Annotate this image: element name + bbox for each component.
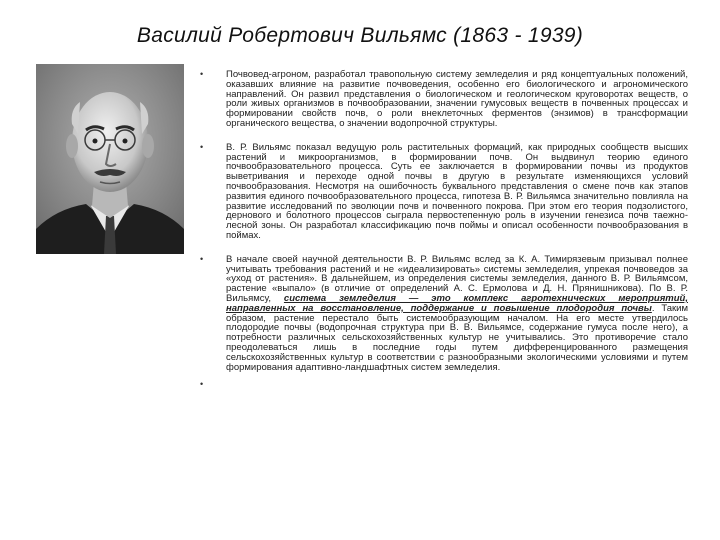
bullet-item (198, 143, 688, 241)
bullet-glyph: • (200, 379, 204, 390)
bullet-glyph: • (200, 253, 204, 264)
bullet-glyph: • (200, 69, 204, 79)
bullet-item (198, 255, 688, 373)
bullet-text: Почвовед-агроном, разработал травопольную систему земледелия и ряд концептуальных положений, оказавших влияние на развитие почвоведения, особенно его биологического и агрономического направлений. Он развил представления о биологическом и геологическом круговоротах веществ, о роли живых организмов в почвообразовании, значении гумусовых веществ в почвенных процессах и формировании свойств почв, о роли внеклеточных ферментов (энзимов) в трансформации органического вещества, о значении водопрочной структуры. (226, 69, 688, 129)
bullet-list (198, 70, 688, 390)
portrait-photo (36, 64, 184, 254)
bullet-text-part: В начале своей научной деятельности В. Р. Вильямс вслед за К. А. Тимирязевым призывал полнее учитывать требования растений и не «идеализировать» системы земледелия, упрекая почвоведов за «уход от растения». В дальнейшем, из определения системы земледелия, данного В. Р. Вильямсом, растение «выпало» (в отличие от определений А. С. Ермолова и Д. Н. Прянишникова). По В. Р. Вильямсу, (226, 253, 688, 304)
bullet-item-empty (198, 380, 688, 390)
bullet-item (198, 70, 688, 129)
bullet-glyph: • (200, 141, 204, 152)
slide-title: Василий Робертович Вильямс (1863 - 1939) (136, 24, 584, 47)
bullet-text-emphasis: система земледелия — это комплекс агротехнических мероприятий, направленных на восстановление, поддержание и повышение плодородия почвы (226, 292, 688, 314)
portrait-image (36, 64, 184, 254)
bullet-text: В. Р. Вильямс показал ведущую роль растительных формаций, как природных сообществ высших растений и микроорганизмов, в формировании почв. Он выдвинул теорию единого почвообразовательного процесса. Суть ее заключается в формировании почвы из продуктов выветривания и переходе одной почвы в другую в результате изменяющихся условий почвообразования. Несмотря на ошибочность буквального представления о смене почв как этапов развития единого почвообразовательного процесса, гипотеза В. Р. Вильямса значительно повлияла на развитие исследований по эволюции почв и почвенного покрова. При этом его теория подзолистого, дернового и болотного процессов сыграла первостепенную роль в изучении генезиса почв таежно-лесной зоны. Он разработал классификацию почв поймы и описал особенности почвообразования в поймах. (226, 141, 688, 241)
bullet-text-part: . Таким образом, растение перестало быть системообразующим началом. На его месте утвердилось плодородие почвы (водопрочная структура при В. В. Вильямсе, содержание гумуса после него), а потребности различных сельскохозяйственных культур не учитывались. Это противоречие стало преодолеваться лишь в последние годы путем дифференцированного размещения сельскохозяйственных культур в соответствии с разнообразными экологическими условиями и путем формирования адаптивно-ландшафтных систем земледелия. (226, 302, 688, 373)
